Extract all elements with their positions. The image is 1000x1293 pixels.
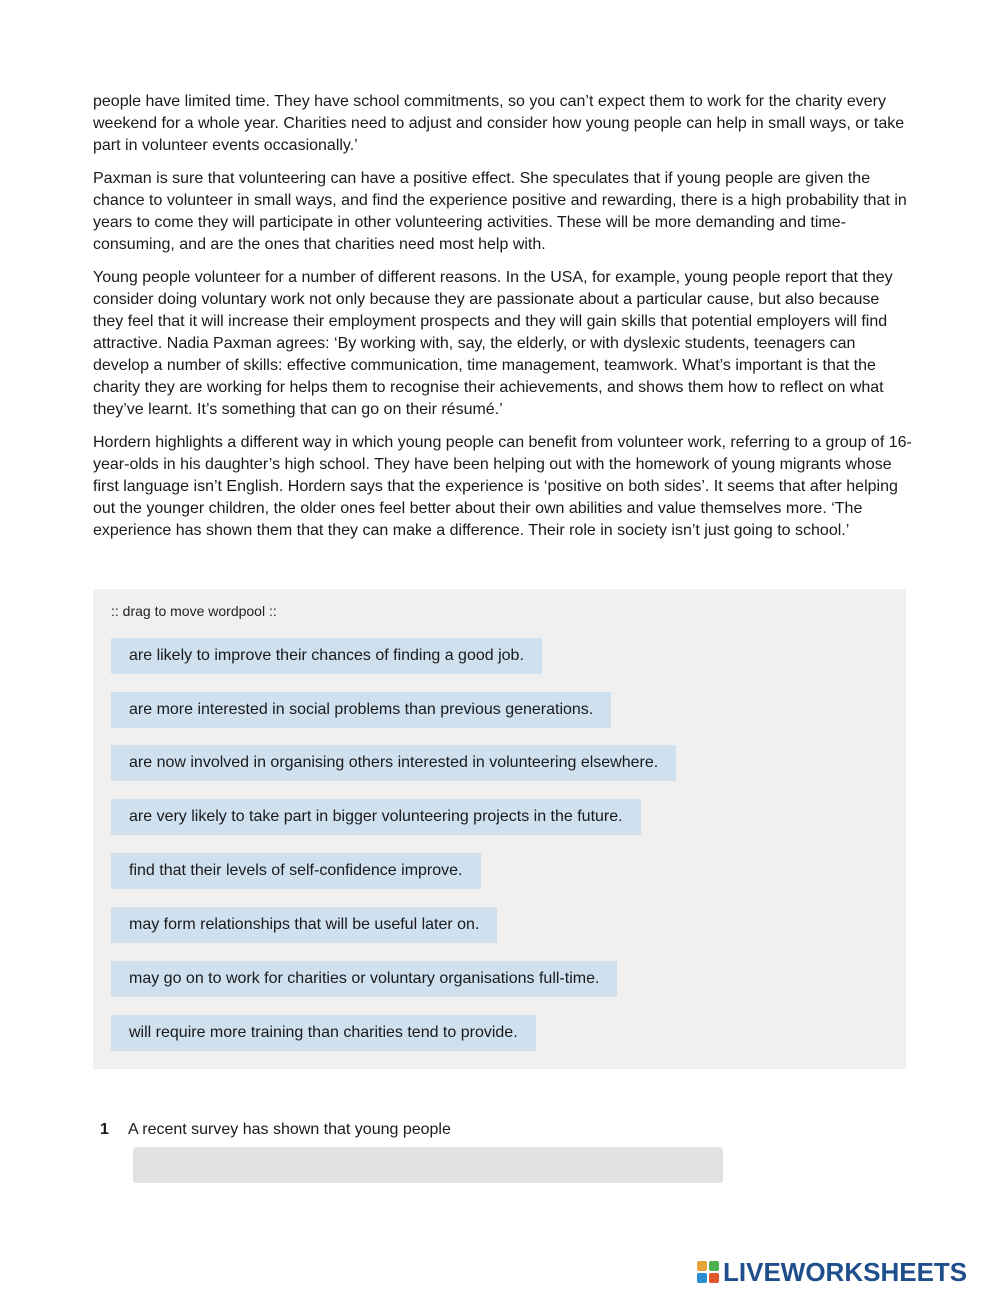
answer-drop-zone-1[interactable] <box>133 1147 723 1183</box>
wordpool-drag-handle[interactable]: :: drag to move wordpool :: <box>111 603 277 619</box>
article-text <box>93 91 913 553</box>
liveworksheets-logo <box>697 1257 967 1287</box>
article-paragraph-4: Hordern highlights a different way in which young people can benefit from volunteer work, referring to a group of 16-year-olds in his daughter’s high school. They have been helping out with the homework of young migrants whose first language isn’t English. Hordern says that the experience is ‘positive on both sides’. It seems that after helping out the younger children, the older ones feel better about their own abilities and value themselves more. ‘The experience has shown them that they can make a difference. Their role in society isn’t just going to school.’ <box>93 434 912 539</box>
article-paragraph-3: Young people volunteer for a number of different reasons. In the USA, for example, young people report that they consider doing voluntary work not only because they are passionate about a particular cause, but also because they feel that it will increase their employment prospects and they will gain skills that potential employers will find attractive. Nadia Paxman agrees: ‘By working with, say, the elderly, or with dyslexic students, teenagers can develop a number of skills: effective communication, time management, teamwork. What’s important is that the charity they are working for helps them to recognise their achievements, and shows them how to reflect on what they’ve learnt. It’s something that can go on their résumé.’ <box>93 269 893 418</box>
wordpool-option-2[interactable]: are more interested in social problems than previous generations. <box>111 692 611 728</box>
wordpool-option-6[interactable]: may form relationships that will be useful later on. <box>111 907 497 943</box>
logo-square-4 <box>709 1273 719 1283</box>
question-1 <box>100 1120 451 1140</box>
wordpool-option-7[interactable]: may go on to work for charities or voluntary organisations full-time. <box>111 961 617 997</box>
article-paragraph-2: Paxman is sure that volunteering can have a positive effect. She speculates that if young people are given the chance to volunteer in small ways, and find the experience positive and rewarding, there is a high probability that in years to come they will participate in other volunteering activities. These will be more demanding and time-consuming, and are the ones that charities need most help with. <box>93 170 907 253</box>
logo-text: LIVEWORKSHEETS <box>723 1256 968 1287</box>
wordpool-option-5[interactable]: find that their levels of self-confidence improve. <box>111 853 481 889</box>
logo-icon <box>697 1261 719 1283</box>
wordpool-option-1[interactable]: are likely to improve their chances of finding a good job. <box>111 638 542 674</box>
wordpool-option-8[interactable]: will require more training than charities tend to provide. <box>111 1015 536 1051</box>
question-number: 1 <box>100 1121 109 1138</box>
article-paragraph-1: people have limited time. They have school commitments, so you can’t expect them to work for the charity every weekend for a whole year. Charities need to adjust and consider how young people can help in small ways, or take part in volunteer events occasionally.’ <box>93 93 905 154</box>
logo-square-1 <box>697 1261 707 1271</box>
wordpool[interactable] <box>93 589 906 1069</box>
wordpool-option-3[interactable]: are now involved in organising others interested in volunteering elsewhere. <box>111 745 676 781</box>
logo-square-2 <box>709 1261 719 1271</box>
logo-square-3 <box>697 1273 707 1283</box>
wordpool-option-4[interactable]: are very likely to take part in bigger volunteering projects in the future. <box>111 799 641 835</box>
question-prompt: A recent survey has shown that young people <box>128 1121 451 1138</box>
